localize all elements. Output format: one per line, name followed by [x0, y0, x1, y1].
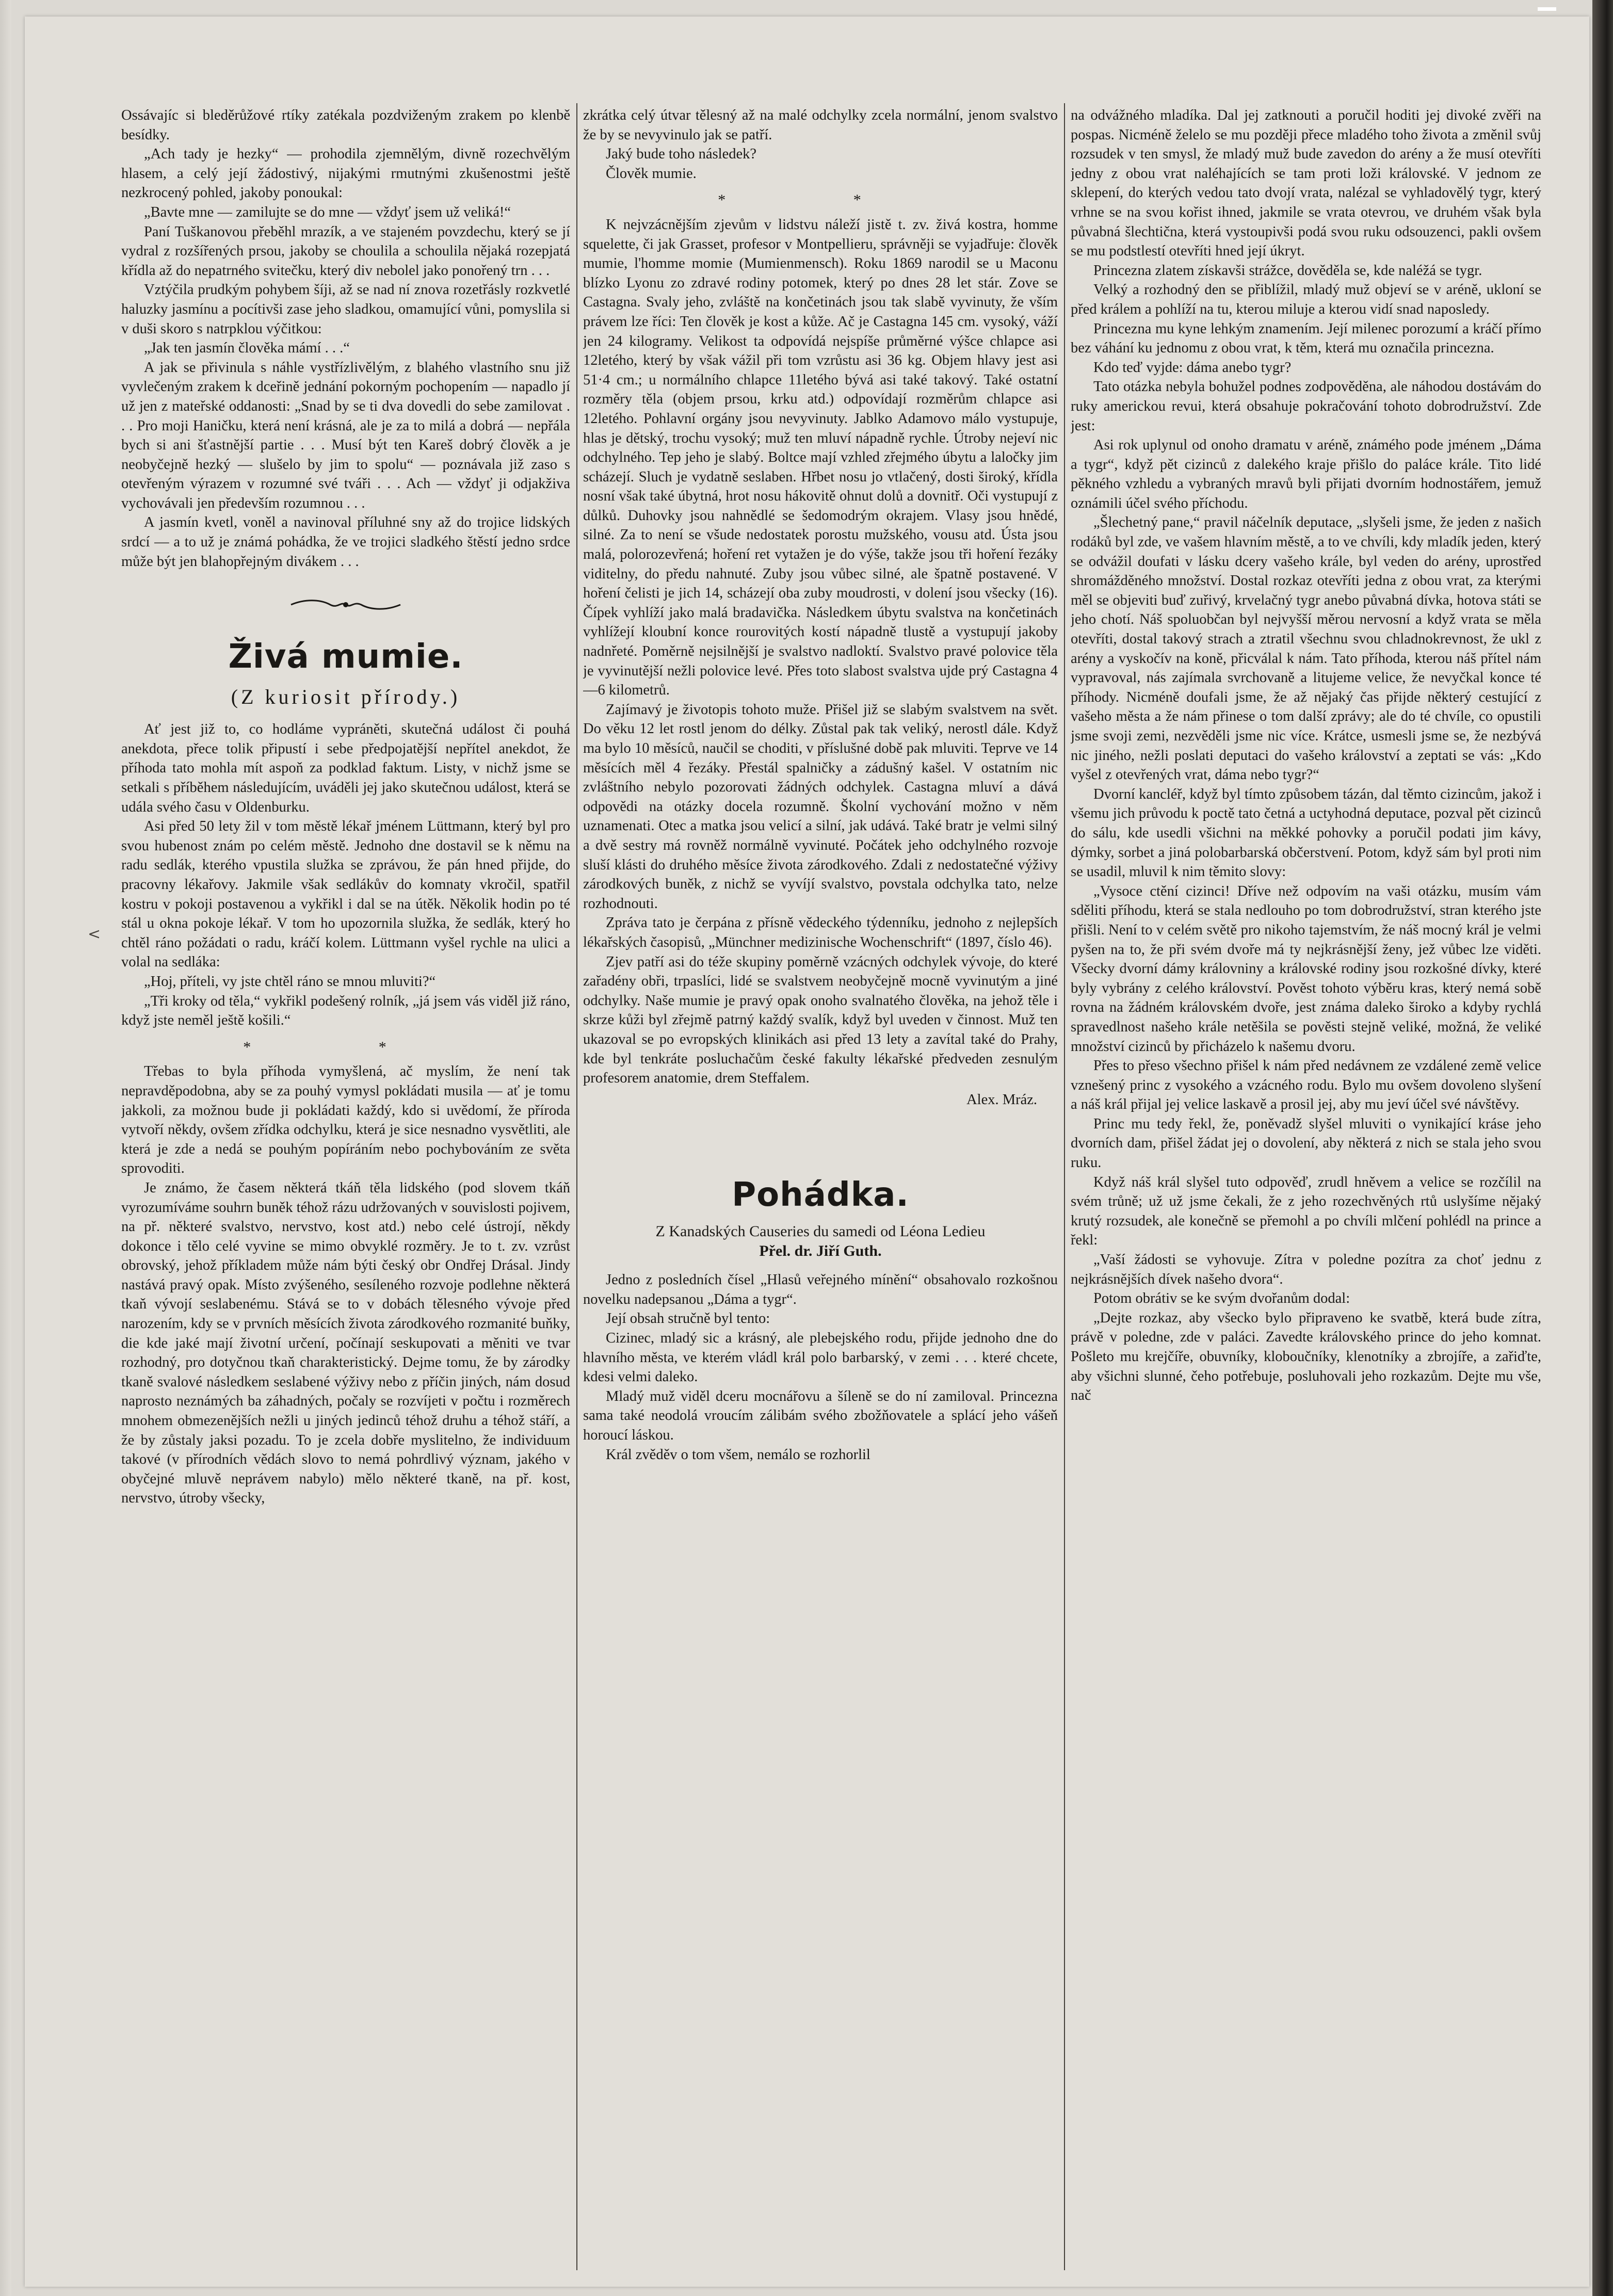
paragraph: Člověk mumie. — [606, 165, 697, 182]
paragraph: Tato otázka nebyla bohužel podnes zodpověděna, ale náhodou dostávám do ruky americkou revui, která obsahuje pokračování tohoto dobrodružství. Zde jest: — [1071, 379, 1541, 434]
paragraph: Paní Tuškanovou přeběhl mrazík, a ve stajeném povzdechu, který se jí vydral z rozšířených prsou, jakoby se choulila a schoulila nějaká rozepjatá křídla až do nepatrného svitečku, který div nebolel jako ponořený trn . . . — [121, 223, 570, 279]
paragraph: Ossávajíc si bleděrůžové rtíky zatékala pozdviženým zrakem po klenbě besídky. — [121, 107, 570, 143]
paragraph: Vztýčila prudkým pohybem šíji, až se nad ní znova rozetřásly rozkvetlé haluzky jasmínu a pocítivši zase jeho sladkou, omamující vůni, pomyslila si v duši skoro s natrpklou výčitkou: — [121, 282, 570, 337]
paragraph: Zajímavý je životopis tohoto muže. Přišel již se slabým svalstvem na svět. Do věku 12 let rostl jenom do délky. Zůstal pak tak veliký, nerostl dále. Když ma bylo 10 měsíců, naučil se choditi, v příslušné době pak mluviti. Teprve ve 14 měsících měl 4 řezáky. Přestál spalničky a zádušný kašel. V ostatním nic zvláštního nebylo pozorovati žádných odchylek. Castagna mluví a dává odpovědi na otázky docela rozumně. Školní vychování možno v něm uznamenati. Otec a matka jsou velicí a silní, jak udává. Také bratr je velmi silný a dvě sestry má rovněž normálně vyvinuté. Počátek jeho odchylného rozvoje sluší klásti do druhého měsíce života zárodkového. Zdali z nedostatečné výživy zárodkových buněk, z nichž se vyvíjí svalstvo, povstala odchylka tato, nelze rozhodnouti. — [583, 701, 1058, 912]
paragraph: „Vaší žádosti se vyhovuje. Zítra v poledne pozítra za choť jednu z nejkrásnějších dívek našeho dvora“. — [1071, 1252, 1541, 1287]
paragraph: „Jak ten jasmín člověka mámí . . .“ — [144, 340, 350, 357]
paragraph: Zpráva tato je čerpána z přísně vědeckého týdenníku, jednoho z nejlepších lékařských časopisů, „Münchner medizinische Wochenschrift“ (1897, číslo 46). — [583, 915, 1058, 950]
article-title: Živá mumie. — [228, 638, 463, 676]
scan-mark — [1538, 7, 1556, 11]
margin-mark: < — [88, 925, 101, 943]
author-signature: Alex. Mráz. — [966, 1091, 1037, 1108]
paragraph: Asi rok uplynul od onoho dramatu v aréně, známého pode jménem „Dáma a tygr“, když pět cizinců z dalekého kraje přišlo do paláce krále. Tito lidé pěkného vzhledu a vybraných mravů byli přijati dvorním hodnostářem, jemuž oznámili účel svého příchodu. — [1071, 437, 1541, 511]
tale-translator — [583, 1241, 1058, 1261]
page-right-edge — [1592, 0, 1613, 2296]
paragraph: Je známo, že časem některá tkáň těla lidského (pod slovem tkáň vyrozumíváme souhrn buněk téhož rázu udržovaných v souvislosti pojivem, na př. některé svalstvo, nervstvo, kost atd.) nebo celé ústrojí, někdy dokonce i tělo celé vyvine se mimo obvyklé rozměry. Je to t. zv. vzrůst obrovský, jehož příkladem může nám býti český obr Ondřej Drásal. Jindy nastává pravý opak. Místo zvýšeného, sesíleného rozvoje podlehne některá tkaň vývojí seslabenému. Stává se to v dobách tělesného vývoje před narozením, kdy se v prvních měsících života zárodkového rozmanité buňky, die kde jaké mají životní určení, počínají seskupovati a měniti ve tvar rozhodný, pro dotyčnou tkaň charakteristický. Dejme tomu, že by zárodky tkaně svalové následkem seslabené výživy nebo z příčin jiných, nám dosud naprosto neznámých ba záhadných, počaly se rozvíjeti v počtu i rozměrech mnohem obmezenějších nežli u jiných jedinců téhož druhu a téhož stáří, a že by zůstaly jaksi pozadu. To je zcela dobře myslitelno, že individuum takové (v přírodních vědách slovo to nemá pohrdlivý význam, jakého v obyčejné mluvě neprávem nabylo) mělo některé tkaně, na př. kost, nervstvo, útroby všecky, — [121, 1179, 570, 1507]
star-icon: * — [378, 1038, 448, 1056]
column-rule-1 — [576, 103, 577, 2270]
paragraph: „Vysoce ctění cizinci! Dříve než odpovím na vaši otázku, musím vám sděliti příhodu, která se stala nedlouho po tom dobrodružství, stran kterého jste přišli. Není to v celém světě pro nikoho tajemstvím, že náš mocný král je velmi pyšen na to, že při svém dvoře má ty nejkrásnější ženy, jež vůbec lze viděti. Všecky dvorní dámy královniny a královské rodiny jsou rozkošné dívky, které byly vybrány z celého království. Pověst tohoto výběru kras, který nemá sobě rovna na žádném královském dvoře, jest známa daleko široko a kdyby rychlá spravedlnost našeho krále netěšila se pověsti stejně veliké, možná, že veliké množství cizinců by přicházelo k našemu dvoru. — [1071, 883, 1541, 1055]
paragraph: Princezna mu kyne lehkým znamením. Její milenec porozumí a kráčí přímo bez váhání ku jednomu z obou vrat, k těm, která mu označila princezna. — [1071, 320, 1541, 357]
paragraph: „Dejte rozkaz, aby všecko bylo připraveno ke svatbě, která bude zítra, právě v poledne, zde v paláci. Zavedte královského prince do jeho komnat. Pošleto mu krejčíře, obuvníky, kloboučníky, klenotníky a zbrojíře, a zařiďte, aby všichni slunné, čeho potřebuje, posluhovali jeho rozkazům. Dejte mu vše, nač — [1071, 1309, 1541, 1404]
star-icon: * — [718, 191, 788, 209]
column-1 — [121, 106, 570, 2278]
paragraph: Kdo teď vyjde: dáma anebo tygr? — [1093, 359, 1292, 376]
paragraph: Její obsah stručně byl tento: — [606, 1311, 770, 1327]
paragraph: Potom obrátiv se ke svým dvořanům dodal: — [1093, 1290, 1350, 1307]
paragraph: „Šlechetný pane,“ pravil náčelník deputace, „slyšeli jsme, že jeden z našich rodáků byl zde, ve vašem hlavním městě, a to ve chvíli, kdy mladík jeden, který se odvážil doufati v lásku dcery vašeho krále, byl veden do arény, uprostřed shromážděného množství. Dostal rozkaz otevříti jedna z obou vrat, za kterými měl se objeviti buď zuřivý, krvelačný tygr anebo půvabná dívka, hotova státi se jeho chotí. Náš spoluobčan byl nejvyšší měrou nervosní a když vrata se měla otevříti, dostal takový strach a ztratil všechnu svou chladnokrevnost, že ukl z arény a vyskočív na koně, přicválal k nám. Tato příhoda, kterou náš přítel nám vypravoval, nás zajímala svrchovaně a litujeme velice, že nevyčkal konce té příhody. Nicméně doufali jsme, že až nějaký čas přijde některý cestující z vašeho města a že nám přinese o tom další zprávy; ale do té chvíle, co opustili jsme svoji zemi, nezvěděli jsme nic více. Krátce, usmesli jsme se, že nezbývá nic jiného, nežli poslati deputaci do vašeho království a zeptati se vás: „Kdo vyšel z otevřených vrat, dáma nebo tygr?“ — [1071, 514, 1541, 783]
paragraph: Princezna zlatem získavši strážce, dověděla se, kde naléžá se tygr. — [1093, 262, 1482, 279]
paragraph: Jaký bude toho následek? — [606, 146, 757, 163]
page-left-edge — [0, 0, 11, 2296]
star-icon: * — [853, 191, 923, 209]
star-icon: * — [243, 1038, 313, 1056]
paragraph: A jasmín kvetl, voněl a navinoval příluhné sny až do trojice lidských srdcí — a to už je známá pohádka, že ve trojici sladkého štěstí jedno srdce může být jen blahopřejným divákem . . . — [121, 514, 570, 570]
paragraph: Princ mu tedy řekl, že, poněvadž slyšel mluviti o vynikající kráse jeho dvorních dam, přišel žádat jej o dovolení, aby některá z nich se stala jeho svou ruku. — [1071, 1115, 1541, 1171]
article-subtitle: (Z kuriosit přírody.) — [231, 685, 461, 709]
paragraph: Cizinec, mladý sic a krásný, ale plebejského rodu, přijde jednoho dne do hlavního města, ve kterém vládl král polo barbarský, v zemi . . . které chcete, kdesi velmi daleko. — [583, 1330, 1058, 1385]
paragraph: Třebas to byla příhoda vymyšlená, ač myslím, že není tak nepravděpodobna, aby se za pouhý vymysl pokládati musila — ať je tomu jakkoli, za možnou bude ji pokládati každý, kdo si uvědomí, že příroda vytvoří někdy, ovšem zřídka odchylku, která je sice nesnadno vysvětliti, ale která je zde a nedá se pouhým popíráním nebo pochybováním ze světa sprovoditi. — [121, 1063, 570, 1177]
paragraph: Mladý muž viděl dceru mocnářovu a šíleně se do ní zamiloval. Princezna sama také neodolá vroucím zálibám svého zbožňovatele a splácí jeho vášeň horoucí láskou. — [583, 1388, 1058, 1444]
paragraph: Jedno z posledních čísel „Hlasů veřejného mínění“ obsahovalo rozkošnou novelku nadepsanou „Dáma a tygr“. — [583, 1272, 1058, 1307]
paragraph: Dvorní kancléř, když byl tímto způsobem tázán, dal těmto cizincům, jakož i všemu jich průvodu k poctě tato četná a uctyhodná deputace, pozval pět cizinců do sálu, kde usedli všichni na měkké pohovky a poručil podati jim kávy, dýmky, sorbet a jiná polobarbarská občerstvení. Potom, když sám byl proti nim se usadil, mluvil k nim těmito slovy: — [1071, 786, 1541, 880]
translator-name: Přel. dr. Jiří Guth. — [759, 1242, 882, 1260]
section-stars — [121, 1038, 570, 1057]
paragraph: na odvážného mladíka. Dal jej zatknouti a poručil hoditi jej divoké zvěři na pospas. Nicméně želelo se mu později přece mladého toho života a změnil svůj rozsudek v ten smysl, že mladý muž bude zavedon do arény a že musí otevříti jedny z obou vrat naléhajících se tam proti loži královské. V jednom ze sklepení, do kterých vedou tato dvojí vrata, nalézal se vyhladovělý tygr, který vrhne se na svou kořist ihned, jakmile se vrata otevrou, ve druhém však byla půvabná šlechtična, která vystoupivši podá svou ruku odsouzenci, pakli ovšem se mu podstlestí otevříti hned její úkryt. — [1071, 107, 1541, 260]
column-2 — [583, 106, 1058, 2278]
paragraph: Když náš král slyšel tuto odpověď, zrudl hněvem a velice se rozčílil na svém trůně; už už jsme čekali, že z jeho rozechvěných rtů uslyšíme nějaký krutý rozsudek, ale konečně se přemohl a po chvíli mlčení pohlédl na prince a řekl: — [1071, 1174, 1541, 1249]
paragraph: Král zvěděv o tom všem, nemálo se rozhorlil — [606, 1446, 870, 1463]
paragraph: Velký a rozhodný den se přiblížil, mladý muž objeví se v aréně, ukloní se před králem a pohlíží na tu, kterou miluje a kterou vidí snad naposledy. — [1071, 282, 1541, 317]
paragraph: Zjev patří asi do téže skupiny poměrně vzácných odchylek vývoje, do které zařadény obři, trpaslíci, lidé se svalstvem neobyčejně mocně vyvinutým a jiné odchylky. Naše mumie je pravý opak onoho svalnatého člověka, na jehož těle i skrze kůži byl zřejmě patrný každý svalík, když byl uveden v činnost. Muž ten ukazoval se po evropských klinikách asi před 13 lety a zavítal také do Prahy, kde byl tenkráte posluchačům české fakulty lékařské předveden zesnulým profesorem anatomie, drem Steffalem. — [583, 953, 1058, 1087]
section-stars — [583, 190, 1058, 210]
column-3 — [1071, 106, 1541, 2278]
paragraph: „Ach tady je hezky“ — prohodila zjemnělým, divně rozechvělým hlasem, a celý její žádostivý, nijakými rmutnými zkušenostmi ještě nezkrocený pohled, jakoby ponoukal: — [121, 146, 570, 201]
swirl-ornament-icon — [289, 598, 402, 611]
paragraph: „Tři kroky od těla,“ vykřikl podešený rolník, „já jsem vás viděl již ráno, když jste neměl ještě košili.“ — [121, 993, 570, 1029]
paragraph: K nejvzácnějším zjevům v lidstvu náleží jistě t. zv. živá kostra, homme squelette, či jak Grasset, profesor v Montpellieru, správněji se vyjadřuje: člověk mumie, l'homme momie (Mumienmensch). Roku 1869 narodil se u Maconu blízko Lyonu zo zdravé rodiny potomek, který po dnes 28 let stár. Zove se Castagna. Svaly jeho, zvláště na končetinách jsou tak slabě vyvinuty, že vším právem lze říci: Ten člověk je kost a kůže. Ač je Castagna 145 cm. vysoký, váží jen 24 kilogramy. Velikost ta odpovídá nejspíše průměrné výšce chlapce asi 12letého, který by však vážil při tom vzrůstu asi 36 kg. Objem hlavy jest asi 51·4 cm.; u normálního chlapce 11letého bývá asi také takový. Také ostatní rozměry těla (objem prsou, krku atd.) odpovídají rozměrům chlapce asi 12letého. Pohlavní orgány jsou nevyvinuty. Jablko Adamovo málo vystupuje, hlas je dětský, trochu vysoký; muž ten mluví nápadně rychle. Útroby nejeví nic odchylného. Tep jeho je slabý. Boltce mají vzhled zřejmého úbytu a laločky jim scházejí. Sluch je vydatně seslaben. Hřbet nosu jo vtlačený, dosti široký, křídla nosní však také úbytná, hrot nosu hákovitě ohnut dolů a dovnitř. Oči vystupují z důlků. Duhovky jsou nahnědlé se šedomodrým okrajem. Vlasy jsou hnědé, silné. Za to není se všude nedostatek porostu mužského, vousu atd. Ústa jsou malá, polorozevřená; hoření ret vytažen je do výše, takže jsou tři hoření řezáky viditelny, do předu nahnuté. Zuby jsou vůbec silné, ale špatně postavené. V hoření čelisti je jich 14, scházejí oba zuby moudrosti, v dolení jsou všecky (16). Čípek vyhlíží jako malá bradavička. Následkem úbytu svalstva na končetinách vyhlížejí kloubní konce rourovitých kostí nápadně tlustě a vystupují jakoby nadnřeté. Poměrně nejsilnější je svalstvo nadloktí. Svalstvo pravé polovice těla je vyvinutější nežli polovice levé. Přes toto slabost svalstva ujde prý Castagna 4—6 kilometrů. — [583, 216, 1058, 699]
tale-credit: Z Kanadských Causeries du samedi od Léona Ledieu — [655, 1223, 986, 1240]
paragraph: A jak se přivinula s náhle vystřízlivělým, z blahého vlastního snu již vyvlečeným zrakem k dceřině jednání pokorným pochopením — napadlo jí už jen z mateřské oddanosti: „Snad by se ti dva dovedli do sebe zamilovat . . . Pro moji Haničku, která není krásná, ale je za to milá a dobrá — nepřála bych si ani šťastnější partie . . . Musí být ten Kareš dobrý člověk a je neobyčejně hezký — slušelo by jim to spolu“ — poznávala již zaso s otevřeným výrazem v rozumné své tváři . . . Ach — vždyť ji odjakživa vychovávali jen především rozumnou . . . — [121, 359, 570, 511]
tale-title: Pohádka. — [732, 1176, 909, 1215]
paragraph: „Hoj, příteli, vy jste chtěl ráno se mnou mluviti?“ — [144, 973, 436, 990]
column-rule-2 — [1064, 103, 1065, 2270]
paragraph: „Bavte mne — zamilujte se do mne — vždyť jsem už veliká!“ — [144, 204, 511, 220]
paragraph: zkrátka celý útvar tělesný až na malé odchylky zcela normální, jenom svalstvo že by se nevyvinulo jak se patří. — [583, 107, 1058, 143]
paragraph: Ať jest již to, co hodláme vypráněti, skutečná událost či pouhá anekdota, přece tolik připustí i sebe předpojatější nepřítel anekdot, že příhoda tato mohla mít aspoň za podklad faktum. Listy, v nichž jsme se setkali s příběhem následujícím, uváděli jej jako skutečnou událost, která se udála svého času v Oldenburku. — [121, 721, 570, 815]
paragraph: Přes to přeso všechno přišel k nám před nedávnem ze vzdálené země velice vznešený princ z vysokého a vzácného rodu. Bylo mu ovšem dovoleno slyšení a náš král přijal jej velice laskavě a prosil jej, aby mu jeví účel své návštěvy. — [1071, 1058, 1541, 1113]
paragraph: Asi před 50 lety žil v tom městě lékař jménem Lüttmann, který byl pro svou hubenost znám po celém městě. Jednoho dne dostavil se k němu na radu sedlák, kterého vpustila služka se zprávou, že pán hned přijde, do pracovny lékařovy. Jakmile však sedlákův do komnaty vkročil, spatřil kostru v pokoji postavenou a vykřikl i dal se na útěk. Několik hodin po té stál u okna pokoje lékař. V tom ho upozornila služka, že sedlák, který ho chtěl ráno požádati o radu, kráčí kolem. Lüttmann vyšel rychle na ulici a volal na sedláka: — [121, 818, 570, 971]
